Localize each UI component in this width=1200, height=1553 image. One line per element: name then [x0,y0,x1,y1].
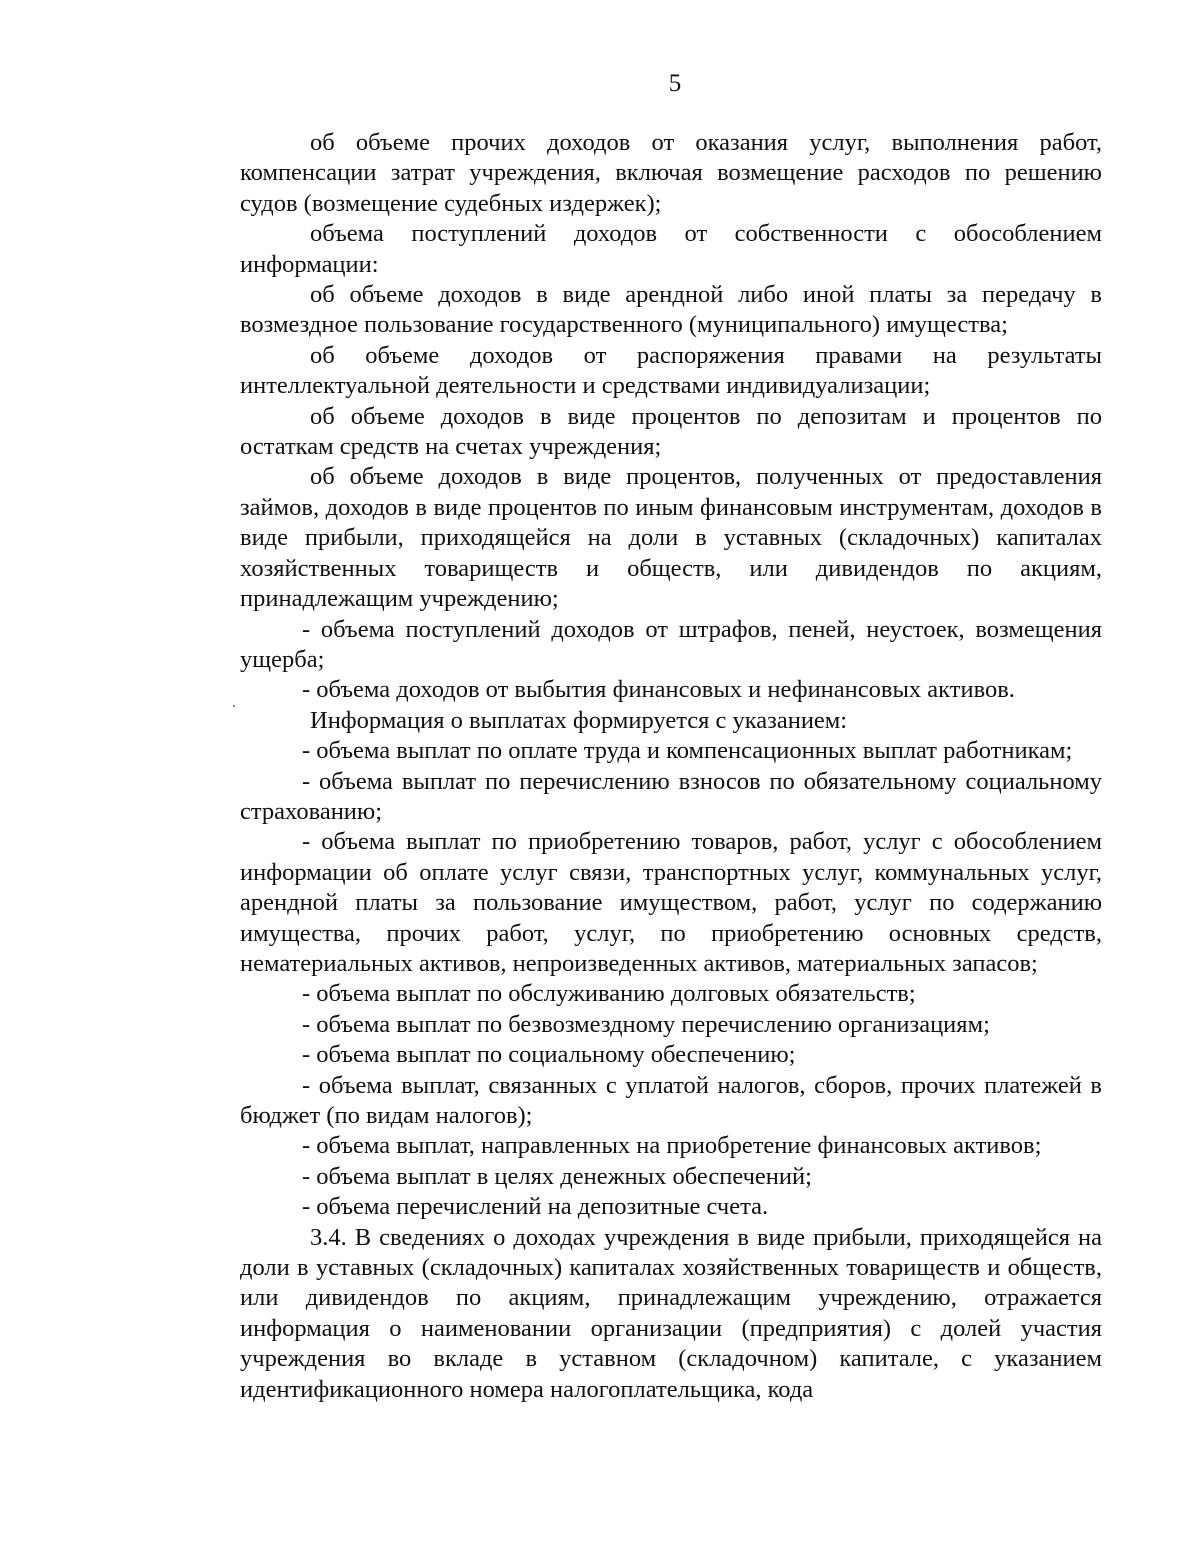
paragraph-payments-intro: Информация о выплатах формируется с указанием: [310,706,848,734]
paragraph-taxes: - объема выплат, связанных с уплатой налогов, сборов, прочих платежей в бюджет (по видам налогов); [240,1071,1102,1129]
paragraph-procurement: - объема выплат по приобретению товаров, работ, услуг с обособлением информации об оплате услуг связи, транспортных услуг, коммунальных услуг, арендной платы за пользование имуществом, работ, услуг по содержанию имущества, прочих работ, услуг, по приобретению основных средств, нематериальных активов, непроизведенных активов, материальных запасов; [240,828,1102,977]
paragraph-payroll: - объема выплат по оплате труда и компенсационных выплат работникам; [302,737,1073,765]
paragraph-asset-disposal: - объема доходов от выбытия финансовых и нефинансовых активов. [302,676,1015,704]
paragraph-social-insurance: - объема выплат по перечислению взносов по обязательному социальному страхованию; [240,767,1102,825]
scan-speck [233,705,235,707]
page-number: 5 [668,70,682,97]
document-body [240,128,1102,1405]
paragraph-rent-income: об объеме доходов в виде арендной либо иной платы за передачу в возмездное пользование государственного (муниципального) имущества; [240,281,1102,339]
paragraph-monetary-provision: - объема выплат в целях денежных обеспечений; [302,1162,812,1190]
paragraph-deposit-transfers: - объема перечислений на депозитные счета. [302,1193,769,1221]
paragraph-loan-interest-dividends: об объеме доходов в виде процентов, полученных от предоставления займов, доходов в виде процентов по иным финансовым инструментам, доходов в виде прибыли, приходящейся на доли в уставных (складочных) капиталах хозяйственных товариществ и обществ, или дивидендов по акциям, принадлежащим учреждению; [240,463,1102,613]
paragraph-deposit-interest: об объеме доходов в виде процентов по депозитам и процентов по остаткам средств на счетах учреждения; [240,402,1102,461]
paragraph-section-3-4: 3.4. В сведениях о доходах учреждения в виде прибыли, приходящейся на доли в уставных (складочных) капиталах хозяйственных товариществ и обществ, или дивидендов по акциям, принадлежащим учреждению, отражается информация о наименовании организации (предприятия) с долей участия учреждения во вкладе в уставном (складочном) капитале, с указанием идентификационного номера налогоплательщика, кода [240,1223,1102,1403]
paragraph-social-security: - объема выплат по социальному обеспечению; [302,1041,796,1069]
paragraph-property-income: объема поступлений доходов от собственности с обособлением информации: [240,220,1102,278]
paragraph-fines: - объема поступлений доходов от штрафов, пеней, неустоек, возмещения ущерба; [240,615,1102,673]
paragraph-other-income: об объеме прочих доходов от оказания услуг, выполнения работ, компенсации затрат учреждения, включая возмещение расходов по решению судов (возмещение судебных издержек); [240,129,1102,217]
paragraph-financial-assets: - объема выплат, направленных на приобретение финансовых активов; [302,1132,1042,1160]
paragraph-grants: - объема выплат по безвозмездному перечислению организациям; [302,1010,990,1038]
paragraph-debt-service: - объема выплат по обслуживанию долговых обязательств; [302,980,916,1008]
paragraph-ip-rights-income: об объеме доходов от распоряжения правами на результаты интеллектуальной деятельности и средствами индивидуализации; [240,341,1102,400]
